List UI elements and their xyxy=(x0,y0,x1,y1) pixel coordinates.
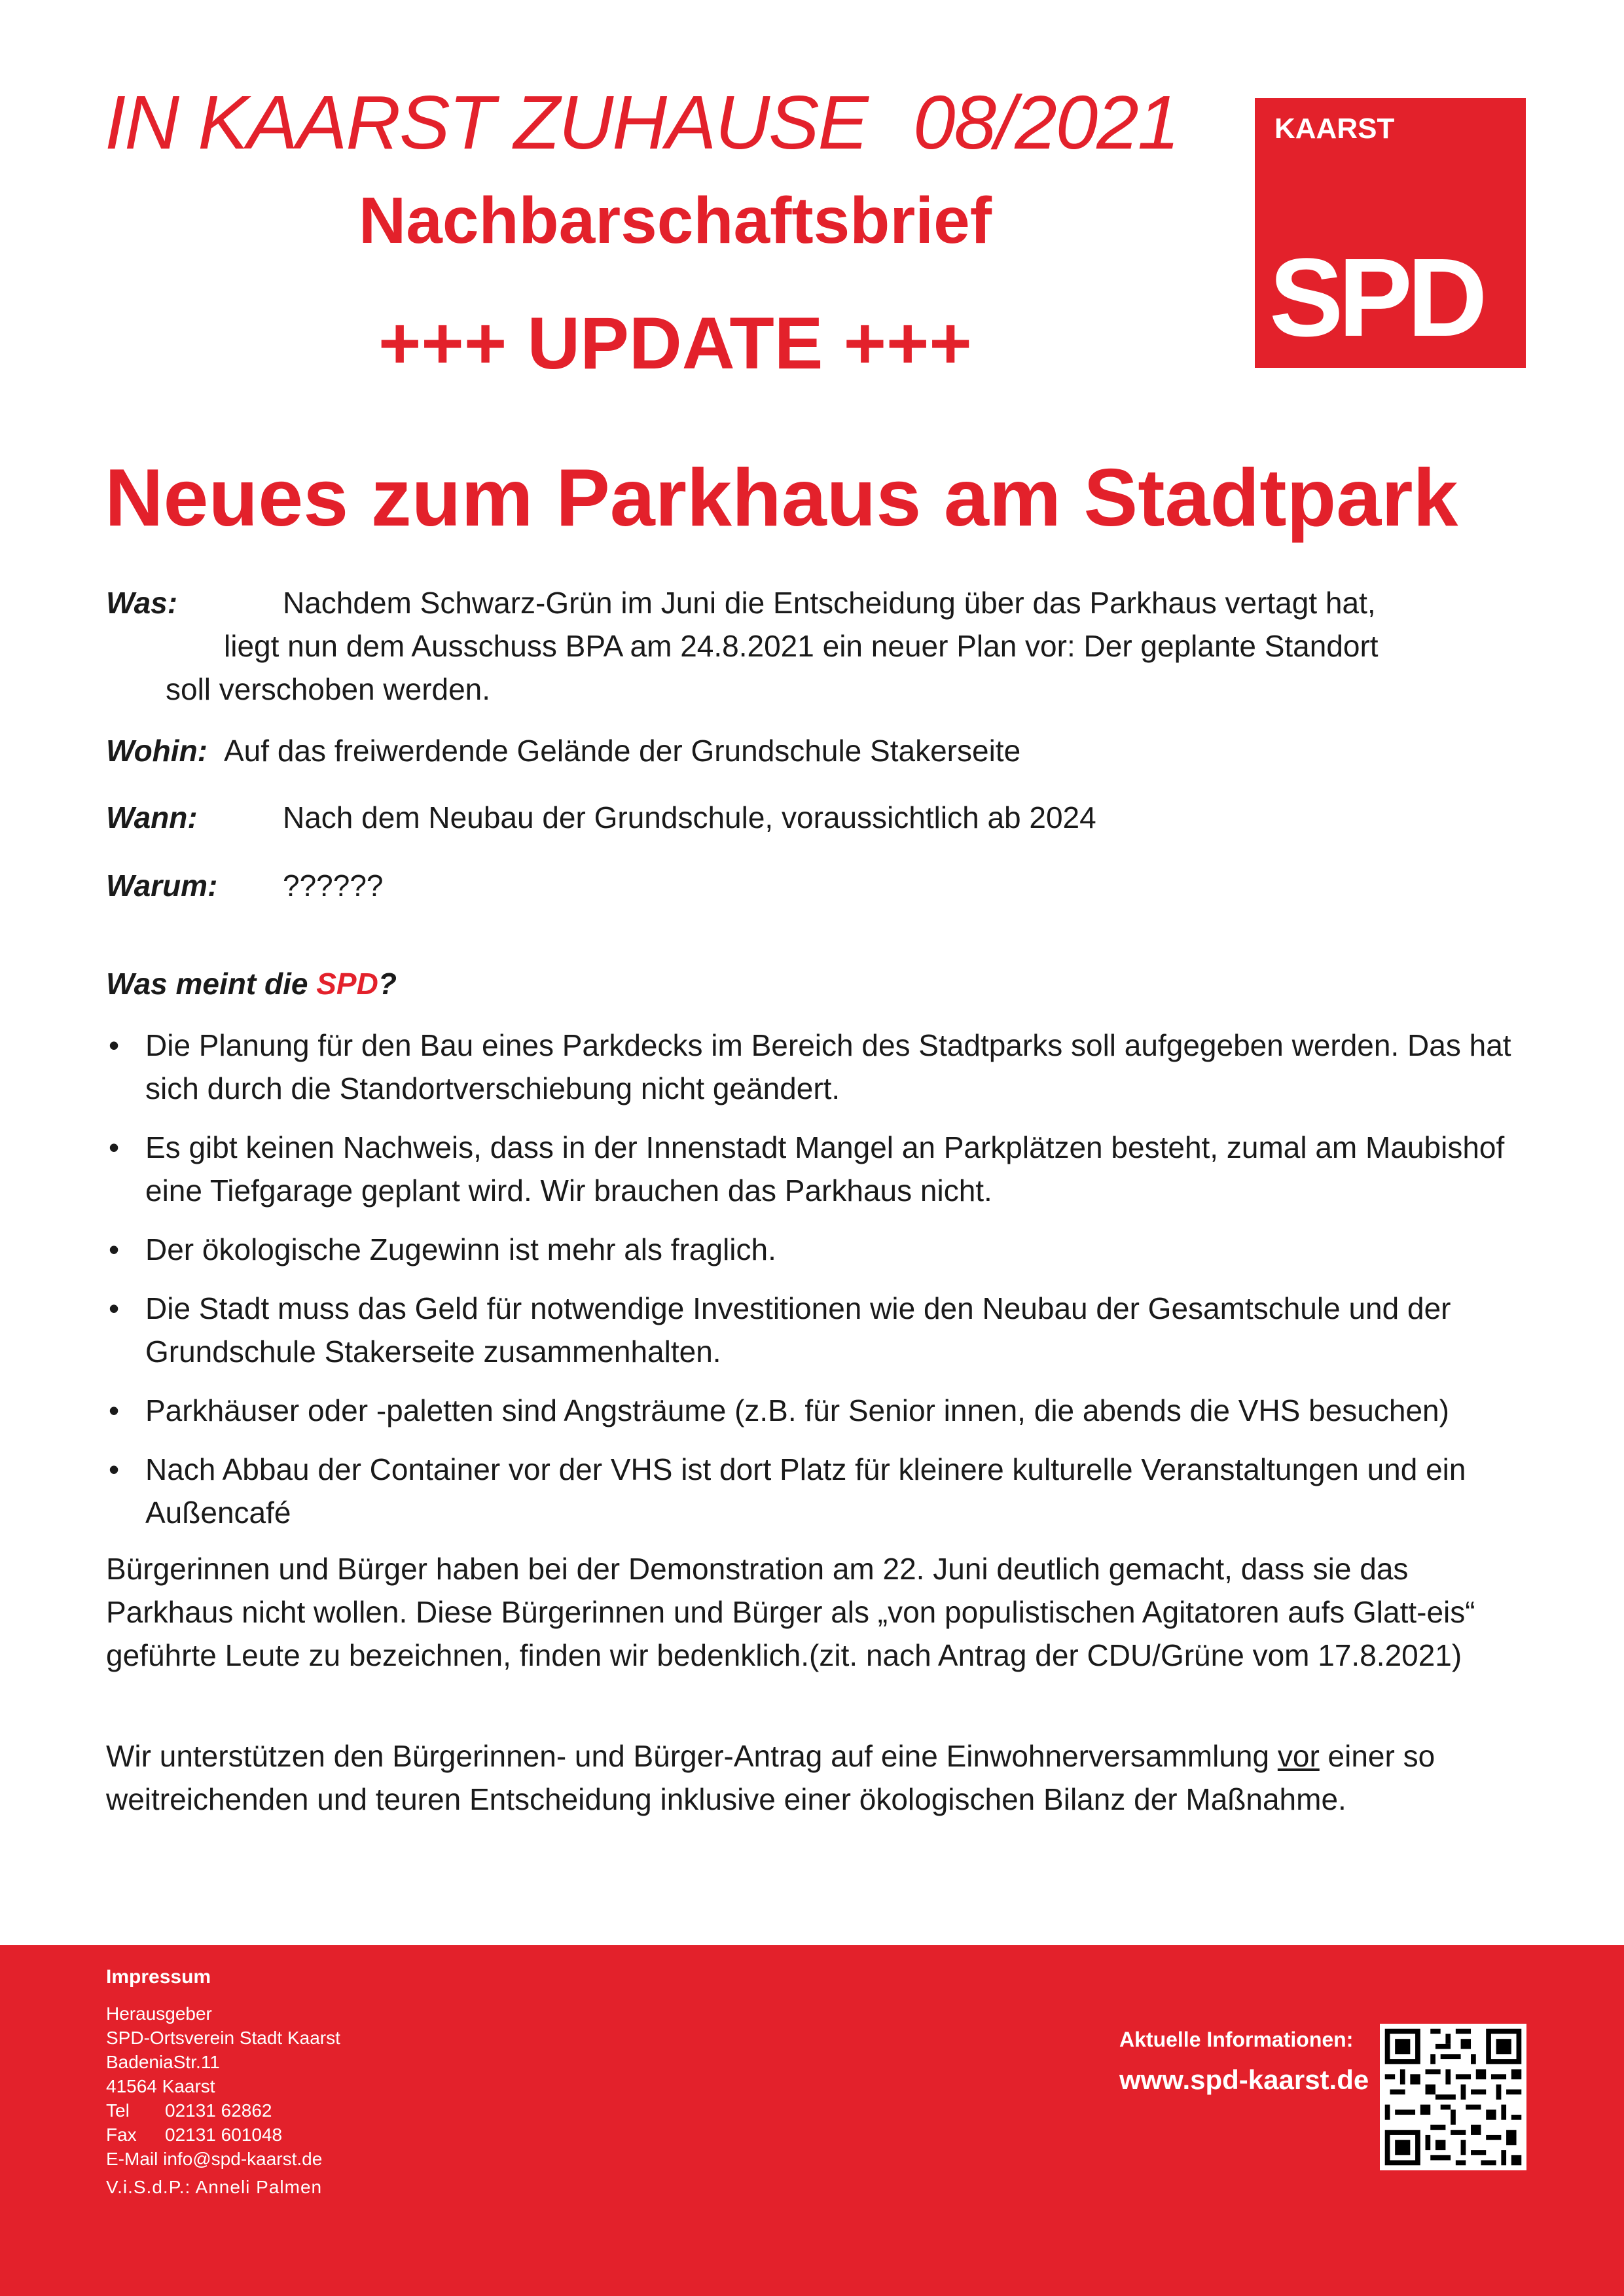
list-item-text: Nach Abbau der Container vor der VHS ist dort Platz für kleinere kulturelle Veranstaltungen und ein Außencafé xyxy=(145,1452,1466,1530)
was-text-2: liegt nun dem Ausschuss BPA am 24.8.2021 ein neuer Plan vor: Der geplante Standort xyxy=(224,629,1379,663)
publisher-label: Herausgeber xyxy=(106,2003,212,2024)
bullet-icon: • xyxy=(109,1291,120,1325)
footer xyxy=(0,1945,1624,2296)
was-text-1: Nachdem Schwarz-Grün im Juni die Entscheidung über das Parkhaus vertagt hat, xyxy=(283,586,1376,620)
publisher-city: 41564 Kaarst xyxy=(106,2076,215,2096)
fax-label: Fax xyxy=(106,2125,137,2145)
warum-label: Warum: xyxy=(106,869,218,903)
list-item xyxy=(106,1287,1533,1373)
logo-city: KAARST xyxy=(1274,113,1395,145)
update-banner: +++ UPDATE +++ xyxy=(378,302,972,384)
issue-title: IN KAARST ZUHAUSE xyxy=(105,80,867,165)
paragraph-antrag-post: einer so weitreichenden und teuren Entscheidung inklusive einer ökologischen Bilanz der Maßnahme. xyxy=(106,1739,1435,1816)
list-item-text: Es gibt keinen Nachweis, dass in der Innenstadt Mangel an Parkplätzen besteht, zumal am Maubishof eine Tiefgarage geplant wird. Wir brauchen das Parkhaus nicht. xyxy=(145,1130,1505,1208)
issue-date: 08/2021 xyxy=(913,80,1179,165)
position-list xyxy=(106,1024,1533,1550)
warum-text: ?????? xyxy=(283,869,384,903)
list-item xyxy=(106,1448,1533,1534)
spd-logo xyxy=(1255,98,1526,368)
fax-number: 02131 601048 xyxy=(165,2125,283,2145)
website-link[interactable]: www.spd-kaarst.de xyxy=(1119,2064,1369,2095)
publisher-email: E-Mail info@spd-kaarst.de xyxy=(106,2149,323,2169)
paragraph-antrag-pre: Wir unterstützen den Bürgerinnen- und Bürger-Antrag auf eine Einwohnerversammlung xyxy=(106,1739,1278,1773)
wann-text: Nach dem Neubau der Grundschule, voraussichtlich ab 2024 xyxy=(283,800,1096,834)
list-item xyxy=(106,1389,1533,1432)
section-title xyxy=(106,966,397,1001)
paragraph-demonstration: Bürgerinnen und Bürger haben bei der Demonstration am 22. Juni deutlich gemacht, dass sie das Parkhaus nicht wollen. Diese Bürgerinnen und Bürger als „von populistischen Agitatoren aufs Glatt-eis“ geführte Leute zu bezeichnen, finden wir bedenklich.(zit. nach Antrag der CDU/Grüne vom 17.8.2021) xyxy=(106,1552,1475,1672)
bullet-icon: • xyxy=(109,1130,120,1164)
qr-code-icon xyxy=(1380,2024,1526,2170)
section-title-post: ? xyxy=(378,967,397,1001)
paragraph-antrag xyxy=(106,1734,1520,1821)
section-title-pre: Was meint die xyxy=(106,967,317,1001)
info-label: Aktuelle Informationen: xyxy=(1119,2028,1354,2051)
wohin-label: Wohin: xyxy=(106,734,208,768)
logo-mark: SPD xyxy=(1269,236,1483,360)
publisher-tel xyxy=(106,2098,340,2123)
bullet-icon: • xyxy=(109,1452,120,1486)
publisher-org: SPD-Ortsverein Stadt Kaarst xyxy=(106,2028,340,2048)
tel-label: Tel xyxy=(106,2100,130,2121)
section-title-spd: SPD xyxy=(316,967,378,1001)
publisher-street: BadeniaStr.11 xyxy=(106,2052,220,2072)
visdp: V.i.S.d.P.: Anneli Palmen xyxy=(106,2177,323,2197)
list-item xyxy=(106,1126,1533,1212)
list-item xyxy=(106,1228,1533,1271)
impressum-body xyxy=(106,2001,340,2199)
bullet-icon: • xyxy=(109,1028,120,1062)
wann-label: Wann: xyxy=(106,800,198,834)
paragraph-antrag-underlined: vor xyxy=(1277,1739,1320,1773)
wohin-text: Auf das freiwerdende Gelände der Grundschule Stakerseite xyxy=(224,734,1021,768)
impressum-title: Impressum xyxy=(106,1966,211,1988)
list-item-text: Die Planung für den Bau eines Parkdecks im Bereich des Stadtparks soll aufgegeben werden. Das hat sich durch die Standortverschiebung nicht geändert. xyxy=(145,1028,1511,1105)
was-text-3: soll verschoben werden. xyxy=(166,672,491,706)
publisher-fax xyxy=(106,2123,340,2147)
page-headline: Neues zum Parkhaus am Stadtpark xyxy=(105,453,1458,543)
was-label: Was: xyxy=(106,586,178,620)
tel-number: 02131 62862 xyxy=(165,2100,272,2121)
list-item xyxy=(106,1024,1533,1110)
bullet-icon: • xyxy=(109,1232,120,1266)
bullet-icon: • xyxy=(109,1393,120,1427)
issue-subtitle: Nachbarschaftsbrief xyxy=(359,184,992,257)
list-item-text: Der ökologische Zugewinn ist mehr als fraglich. xyxy=(145,1232,776,1266)
list-item-text: Parkhäuser oder -paletten sind Angsträume (z.B. für Senior innen, die abends die VHS besuchen) xyxy=(145,1393,1449,1427)
list-item-text: Die Stadt muss das Geld für notwendige Investitionen wie den Neubau der Gesamtschule und der Grundschule Stakerseite zusammenhalten. xyxy=(145,1291,1451,1369)
